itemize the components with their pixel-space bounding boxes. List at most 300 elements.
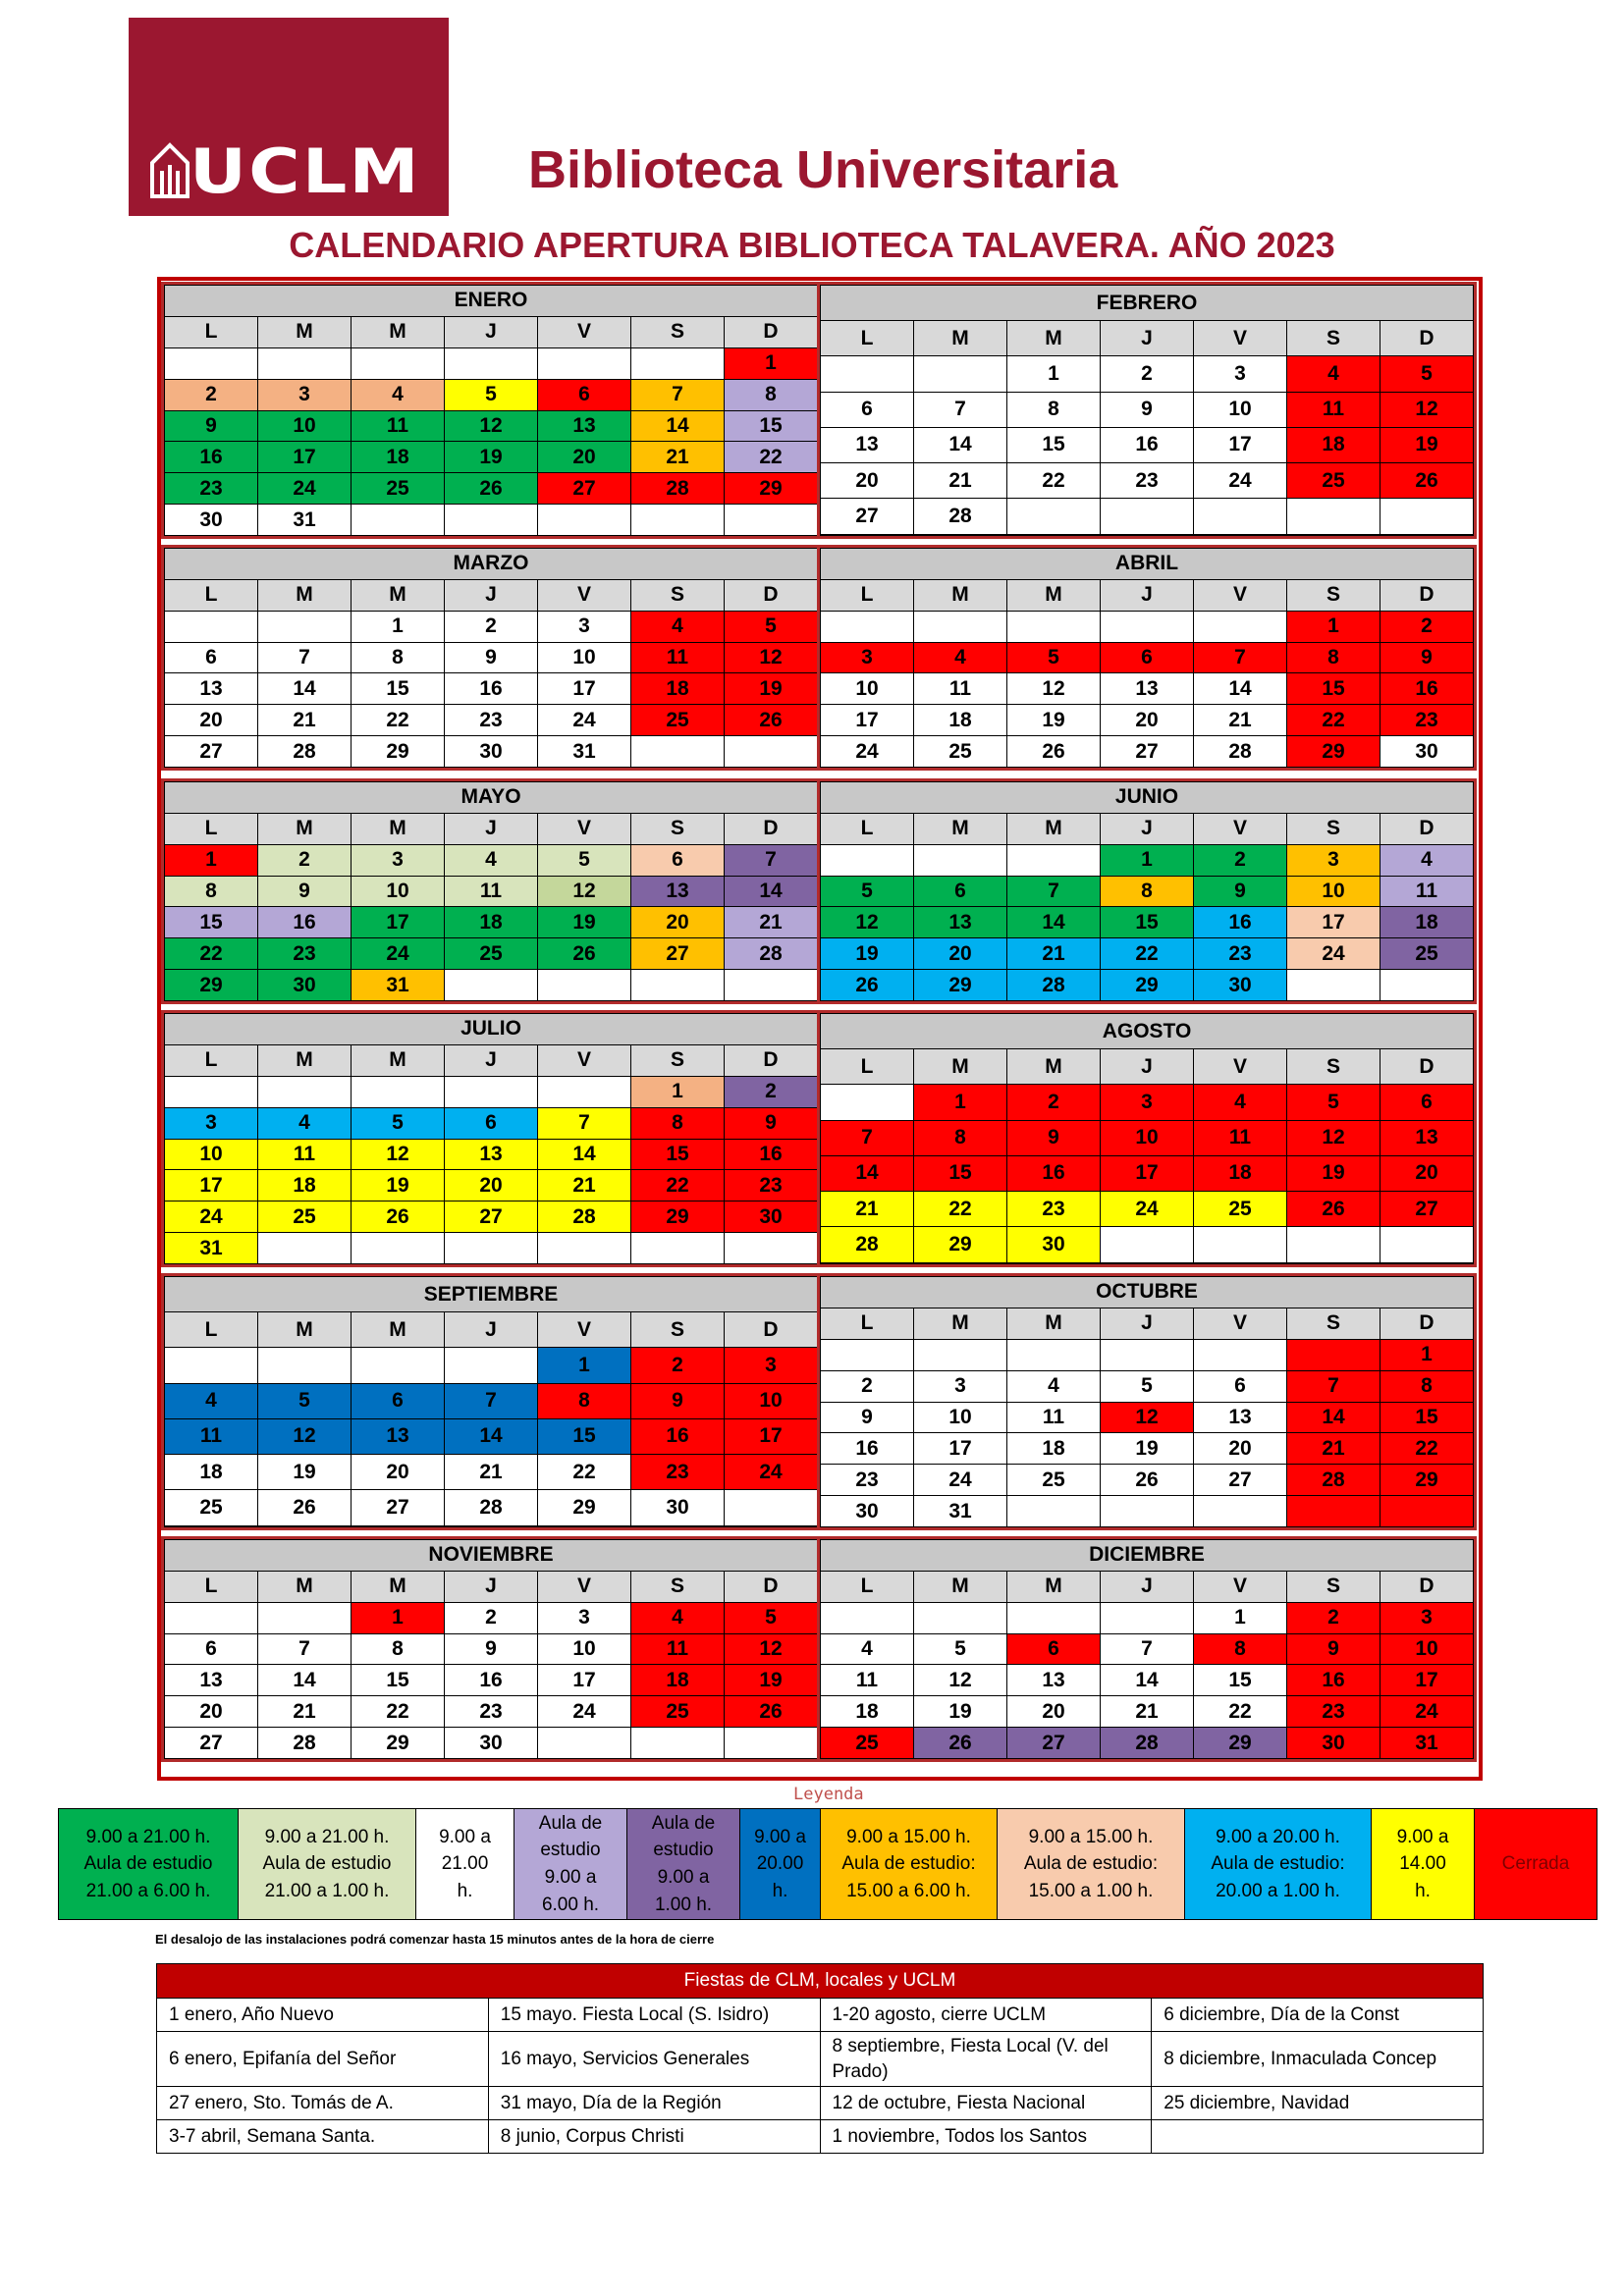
day-cell: 7 — [1287, 1370, 1380, 1402]
day-cell: 17 — [1194, 427, 1287, 462]
day-cell: 17 — [538, 1665, 631, 1696]
logo-text: UCLM — [189, 135, 421, 207]
day-cell: 21 — [631, 442, 725, 473]
day-cell: 30 — [258, 970, 352, 1001]
day-cell: 12 — [1101, 1402, 1194, 1433]
weekday-header: M — [914, 321, 1007, 356]
day-cell — [631, 347, 725, 379]
weekday-header: M — [352, 316, 445, 347]
day-cell — [538, 970, 631, 1001]
day-cell: 15 — [914, 1155, 1007, 1191]
month-name: ABRIL — [821, 549, 1474, 580]
day-cell — [1101, 1602, 1194, 1633]
day-cell: 15 — [165, 907, 258, 938]
weekday-header: D — [725, 813, 818, 844]
day-cell — [1287, 534, 1380, 535]
day-cell: 22 — [352, 705, 445, 736]
day-cell: 5 — [258, 1383, 352, 1418]
day-cell — [445, 1233, 538, 1264]
day-cell: 6 — [165, 1633, 258, 1665]
weekday-header: J — [1101, 813, 1194, 844]
day-cell: 6 — [445, 1107, 538, 1139]
weekday-header: J — [1101, 1049, 1194, 1085]
uclm-seal-icon — [148, 141, 191, 200]
weekday-header: D — [1380, 813, 1474, 844]
day-cell: 12 — [1380, 392, 1474, 427]
day-cell: 14 — [821, 1155, 914, 1191]
legend-title: Leyenda — [793, 1785, 864, 1804]
day-cell — [445, 1525, 538, 1526]
day-cell: 27 — [1101, 736, 1194, 768]
legend-item: 9.00 a 15.00 h. Aula de estudio: 15.00 a 6.00 h. — [821, 1809, 998, 1920]
weekday-header: J — [445, 1044, 538, 1076]
day-cell — [165, 1076, 258, 1107]
day-cell: 9 — [165, 410, 258, 442]
day-cell: 26 — [914, 1728, 1007, 1759]
day-cell: 8 — [1007, 392, 1101, 427]
day-cell: 4 — [1287, 356, 1380, 392]
day-cell: 20 — [1007, 1696, 1101, 1728]
day-cell: 4 — [914, 642, 1007, 673]
day-cell: 20 — [538, 442, 631, 473]
holiday-cell: 8 septiembre, Fiesta Local (V. del Prado) — [820, 2032, 1152, 2087]
day-cell: 1 — [165, 844, 258, 876]
day-cell: 23 — [258, 938, 352, 970]
day-cell: 11 — [631, 1633, 725, 1665]
day-cell: 14 — [1287, 1402, 1380, 1433]
day-cell: 11 — [352, 410, 445, 442]
day-cell: 26 — [352, 1201, 445, 1233]
day-cell: 29 — [352, 736, 445, 768]
day-cell: 30 — [631, 1490, 725, 1525]
day-cell: 16 — [1194, 907, 1287, 938]
day-cell — [1380, 499, 1474, 534]
day-cell: 20 — [165, 705, 258, 736]
day-cell: 3 — [1380, 1602, 1474, 1633]
day-cell — [914, 1339, 1007, 1370]
holiday-cell: 12 de octubre, Fiesta Nacional — [820, 2087, 1152, 2120]
day-cell: 25 — [352, 473, 445, 505]
day-cell: 3 — [1101, 1085, 1194, 1120]
day-cell: 10 — [165, 1139, 258, 1170]
day-cell: 13 — [1007, 1665, 1101, 1696]
day-cell — [914, 534, 1007, 535]
day-cell: 19 — [352, 1170, 445, 1201]
day-cell: 3 — [725, 1348, 818, 1383]
day-cell: 29 — [914, 970, 1007, 1001]
weekday-header: M — [914, 1308, 1007, 1339]
day-cell: 9 — [1007, 1120, 1101, 1155]
day-cell: 30 — [821, 1496, 914, 1527]
weekday-header: S — [1287, 321, 1380, 356]
day-cell — [445, 1348, 538, 1383]
day-cell: 6 — [914, 876, 1007, 907]
day-cell: 11 — [631, 642, 725, 673]
day-cell: 13 — [165, 1665, 258, 1696]
day-cell — [914, 356, 1007, 392]
day-cell — [821, 1085, 914, 1120]
day-cell: 8 — [631, 1107, 725, 1139]
day-cell: 3 — [538, 611, 631, 642]
day-cell: 23 — [821, 1465, 914, 1496]
day-cell: 21 — [914, 463, 1007, 499]
day-cell: 18 — [1380, 907, 1474, 938]
day-cell: 12 — [538, 876, 631, 907]
day-cell: 24 — [725, 1455, 818, 1490]
day-cell — [1101, 499, 1194, 534]
weekday-header: L — [165, 1312, 258, 1348]
holiday-cell: 8 junio, Corpus Christi — [488, 2120, 820, 2154]
day-cell: 24 — [538, 1696, 631, 1728]
day-cell: 25 — [914, 736, 1007, 768]
day-cell: 8 — [914, 1120, 1007, 1155]
day-cell: 10 — [538, 642, 631, 673]
day-cell — [725, 1490, 818, 1525]
day-cell — [1007, 1602, 1101, 1633]
day-cell: 6 — [821, 392, 914, 427]
day-cell: 8 — [165, 876, 258, 907]
day-cell: 9 — [821, 1402, 914, 1433]
weekday-header: S — [1287, 1308, 1380, 1339]
day-cell: 4 — [631, 1602, 725, 1633]
day-cell: 7 — [445, 1383, 538, 1418]
day-cell — [165, 1525, 258, 1526]
legend-item: 9.00 a 21.00 h. — [416, 1809, 514, 1920]
day-cell: 18 — [1194, 1155, 1287, 1191]
day-cell: 6 — [352, 1383, 445, 1418]
day-cell: 18 — [445, 907, 538, 938]
weekday-header: M — [1007, 579, 1101, 611]
day-cell: 26 — [258, 1490, 352, 1525]
day-cell: 6 — [1380, 1085, 1474, 1120]
weekday-header: V — [1194, 321, 1287, 356]
day-cell: 21 — [258, 1696, 352, 1728]
day-cell: 28 — [1194, 736, 1287, 768]
day-cell: 10 — [352, 876, 445, 907]
day-cell — [258, 1076, 352, 1107]
day-cell: 12 — [914, 1665, 1007, 1696]
day-cell: 17 — [1101, 1155, 1194, 1191]
weekday-header: M — [352, 1044, 445, 1076]
month-julio — [164, 1013, 818, 1264]
day-cell — [1287, 1227, 1380, 1262]
day-cell: 3 — [165, 1107, 258, 1139]
weekday-header: J — [1101, 579, 1194, 611]
day-cell: 27 — [1007, 1728, 1101, 1759]
day-cell: 31 — [165, 1233, 258, 1264]
day-cell: 23 — [1101, 463, 1194, 499]
day-cell: 10 — [1380, 1633, 1474, 1665]
day-cell: 12 — [821, 907, 914, 938]
day-cell: 13 — [445, 1139, 538, 1170]
day-cell: 25 — [258, 1201, 352, 1233]
day-cell: 15 — [352, 1665, 445, 1696]
day-cell: 19 — [1101, 1433, 1194, 1465]
day-cell: 16 — [258, 907, 352, 938]
day-cell: 15 — [1194, 1665, 1287, 1696]
day-cell: 20 — [445, 1170, 538, 1201]
day-cell: 26 — [1101, 1465, 1194, 1496]
day-cell: 17 — [725, 1418, 818, 1454]
holiday-cell — [1152, 2120, 1484, 2154]
day-cell — [445, 1076, 538, 1107]
day-cell: 29 — [914, 1227, 1007, 1262]
day-cell: 27 — [538, 473, 631, 505]
day-cell: 9 — [445, 1633, 538, 1665]
day-cell: 16 — [1101, 427, 1194, 462]
day-cell — [1380, 1496, 1474, 1527]
day-cell: 27 — [1380, 1192, 1474, 1227]
holiday-cell: 16 mayo, Servicios Generales — [488, 2032, 820, 2087]
day-cell: 9 — [631, 1383, 725, 1418]
day-cell: 8 — [725, 379, 818, 410]
day-cell — [821, 1602, 914, 1633]
day-cell: 17 — [258, 442, 352, 473]
day-cell: 30 — [445, 1728, 538, 1759]
legend-item: 9.00 a 20.00 h. — [740, 1809, 821, 1920]
weekday-header: L — [821, 1308, 914, 1339]
weekday-header: S — [631, 316, 725, 347]
day-cell: 31 — [914, 1496, 1007, 1527]
day-cell: 1 — [1380, 1339, 1474, 1370]
day-cell: 3 — [1287, 844, 1380, 876]
weekday-header: J — [445, 1312, 538, 1348]
day-cell: 1 — [631, 1076, 725, 1107]
day-cell — [1380, 970, 1474, 1001]
day-cell — [1101, 1339, 1194, 1370]
weekday-header: V — [538, 1044, 631, 1076]
weekday-header: D — [725, 579, 818, 611]
day-cell: 10 — [821, 673, 914, 705]
weekday-header: V — [538, 1312, 631, 1348]
day-cell: 17 — [1380, 1665, 1474, 1696]
day-cell: 9 — [445, 642, 538, 673]
day-cell: 22 — [1007, 463, 1101, 499]
weekday-header: J — [1101, 1571, 1194, 1602]
uclm-logo — [129, 18, 449, 216]
day-cell — [165, 347, 258, 379]
weekday-header: L — [165, 813, 258, 844]
day-cell — [631, 1525, 725, 1526]
month-febrero — [820, 285, 1474, 536]
day-cell: 12 — [1287, 1120, 1380, 1155]
weekday-header: D — [1380, 1049, 1474, 1085]
day-cell: 17 — [352, 907, 445, 938]
day-cell: 7 — [1101, 1633, 1194, 1665]
day-cell: 21 — [538, 1170, 631, 1201]
day-cell: 8 — [352, 1633, 445, 1665]
weekday-header: L — [821, 813, 914, 844]
day-cell — [1287, 499, 1380, 534]
day-cell: 10 — [914, 1402, 1007, 1433]
day-cell — [352, 347, 445, 379]
day-cell: 19 — [1007, 705, 1101, 736]
day-cell: 2 — [445, 611, 538, 642]
day-cell — [725, 1233, 818, 1264]
day-cell — [1194, 499, 1287, 534]
day-cell — [1007, 1262, 1101, 1263]
day-cell: 21 — [1287, 1433, 1380, 1465]
day-cell: 2 — [445, 1602, 538, 1633]
day-cell: 29 — [165, 970, 258, 1001]
day-cell: 2 — [1007, 1085, 1101, 1120]
day-cell: 25 — [821, 1728, 914, 1759]
day-cell: 29 — [1194, 1728, 1287, 1759]
day-cell: 10 — [1194, 392, 1287, 427]
weekday-header: L — [165, 579, 258, 611]
day-cell: 9 — [1194, 876, 1287, 907]
day-cell — [445, 970, 538, 1001]
month-agosto — [820, 1013, 1474, 1264]
day-cell: 11 — [165, 1418, 258, 1454]
day-cell — [1007, 1339, 1101, 1370]
day-cell: 20 — [1101, 705, 1194, 736]
day-cell: 31 — [258, 505, 352, 536]
day-cell — [631, 505, 725, 536]
weekday-header: S — [631, 813, 725, 844]
weekday-header: S — [1287, 813, 1380, 844]
day-cell: 28 — [821, 1227, 914, 1262]
day-cell: 27 — [1194, 1465, 1287, 1496]
day-cell — [1380, 534, 1474, 535]
day-cell: 27 — [631, 938, 725, 970]
day-cell: 7 — [258, 1633, 352, 1665]
month-abril — [820, 548, 1474, 768]
day-cell: 12 — [445, 410, 538, 442]
day-cell: 25 — [165, 1490, 258, 1525]
day-cell — [914, 1602, 1007, 1633]
day-cell: 5 — [352, 1107, 445, 1139]
day-cell: 4 — [1380, 844, 1474, 876]
day-cell: 1 — [1287, 611, 1380, 642]
day-cell: 6 — [538, 379, 631, 410]
weekday-header: D — [725, 316, 818, 347]
day-cell — [821, 1262, 914, 1263]
day-cell: 1 — [352, 611, 445, 642]
page-subtitle: CALENDARIO APERTURA BIBLIOTECA TALAVERA. AÑO 2023 — [289, 225, 1335, 265]
weekday-header: D — [725, 1044, 818, 1076]
day-cell: 21 — [1007, 938, 1101, 970]
day-cell: 24 — [1380, 1696, 1474, 1728]
day-cell: 23 — [1380, 705, 1474, 736]
day-cell: 10 — [725, 1383, 818, 1418]
day-cell — [631, 736, 725, 768]
day-cell — [914, 844, 1007, 876]
day-cell: 4 — [1194, 1085, 1287, 1120]
month-name: MAYO — [165, 782, 818, 814]
day-cell: 5 — [725, 1602, 818, 1633]
weekday-header: M — [258, 813, 352, 844]
legend-item: 9.00 a 21.00 h. Aula de estudio 21.00 a 6.00 h. — [59, 1809, 239, 1920]
day-cell — [165, 611, 258, 642]
day-cell — [258, 1525, 352, 1526]
day-cell — [1194, 1339, 1287, 1370]
month-name: DICIEMBRE — [821, 1540, 1474, 1572]
day-cell: 19 — [1287, 1155, 1380, 1191]
day-cell: 8 — [1380, 1370, 1474, 1402]
month-mayo — [164, 781, 818, 1001]
day-cell — [1194, 1496, 1287, 1527]
day-cell: 4 — [631, 611, 725, 642]
holiday-cell: 6 diciembre, Día de la Const — [1152, 1999, 1484, 2032]
holiday-cell: 25 diciembre, Navidad — [1152, 2087, 1484, 2120]
day-cell: 24 — [914, 1465, 1007, 1496]
day-cell: 28 — [1287, 1465, 1380, 1496]
day-cell — [821, 356, 914, 392]
day-cell — [538, 1525, 631, 1526]
day-cell: 20 — [352, 1455, 445, 1490]
day-cell: 16 — [725, 1139, 818, 1170]
day-cell: 12 — [352, 1139, 445, 1170]
weekday-header: V — [538, 1571, 631, 1602]
day-cell: 13 — [1380, 1120, 1474, 1155]
day-cell: 15 — [538, 1418, 631, 1454]
holiday-cell: 1 enero, Año Nuevo — [157, 1999, 489, 2032]
day-cell: 27 — [821, 499, 914, 534]
day-cell — [821, 844, 914, 876]
day-cell: 22 — [1194, 1696, 1287, 1728]
day-cell — [725, 505, 818, 536]
legend-item: 9.00 a 21.00 h. Aula de estudio 21.00 a 1.00 h. — [239, 1809, 416, 1920]
day-cell — [445, 347, 538, 379]
holiday-cell: 3-7 abril, Semana Santa. — [157, 2120, 489, 2154]
day-cell — [258, 611, 352, 642]
day-cell: 5 — [1380, 356, 1474, 392]
day-cell: 29 — [538, 1490, 631, 1525]
weekday-header: V — [1194, 813, 1287, 844]
day-cell: 11 — [1194, 1120, 1287, 1155]
day-cell: 18 — [1007, 1433, 1101, 1465]
legend-item: Cerrada — [1475, 1809, 1597, 1920]
day-cell: 1 — [1007, 356, 1101, 392]
day-cell — [538, 505, 631, 536]
day-cell: 9 — [258, 876, 352, 907]
day-cell: 17 — [538, 673, 631, 705]
day-cell — [352, 1233, 445, 1264]
day-cell: 26 — [821, 970, 914, 1001]
day-cell — [352, 1525, 445, 1526]
day-cell — [631, 1728, 725, 1759]
day-cell: 22 — [165, 938, 258, 970]
weekday-header: L — [821, 1571, 914, 1602]
day-cell: 15 — [725, 410, 818, 442]
day-cell: 26 — [538, 938, 631, 970]
day-cell: 12 — [1007, 673, 1101, 705]
day-cell: 24 — [258, 473, 352, 505]
day-cell: 4 — [821, 1633, 914, 1665]
day-cell: 17 — [914, 1433, 1007, 1465]
month-name: OCTUBRE — [821, 1277, 1474, 1308]
month-noviembre — [164, 1539, 818, 1759]
day-cell: 21 — [445, 1455, 538, 1490]
day-cell: 7 — [631, 379, 725, 410]
month-name: NOVIEMBRE — [165, 1540, 818, 1572]
day-cell — [1287, 1262, 1380, 1263]
day-cell: 8 — [1101, 876, 1194, 907]
day-cell: 22 — [352, 1696, 445, 1728]
day-cell: 30 — [1194, 970, 1287, 1001]
day-cell: 7 — [538, 1107, 631, 1139]
day-cell: 19 — [821, 938, 914, 970]
day-cell: 23 — [631, 1455, 725, 1490]
day-cell — [1287, 1339, 1380, 1370]
day-cell: 10 — [538, 1633, 631, 1665]
weekday-header: D — [1380, 1308, 1474, 1339]
day-cell — [725, 1728, 818, 1759]
month-septiembre — [164, 1276, 818, 1527]
day-cell: 16 — [1007, 1155, 1101, 1191]
day-cell: 3 — [538, 1602, 631, 1633]
